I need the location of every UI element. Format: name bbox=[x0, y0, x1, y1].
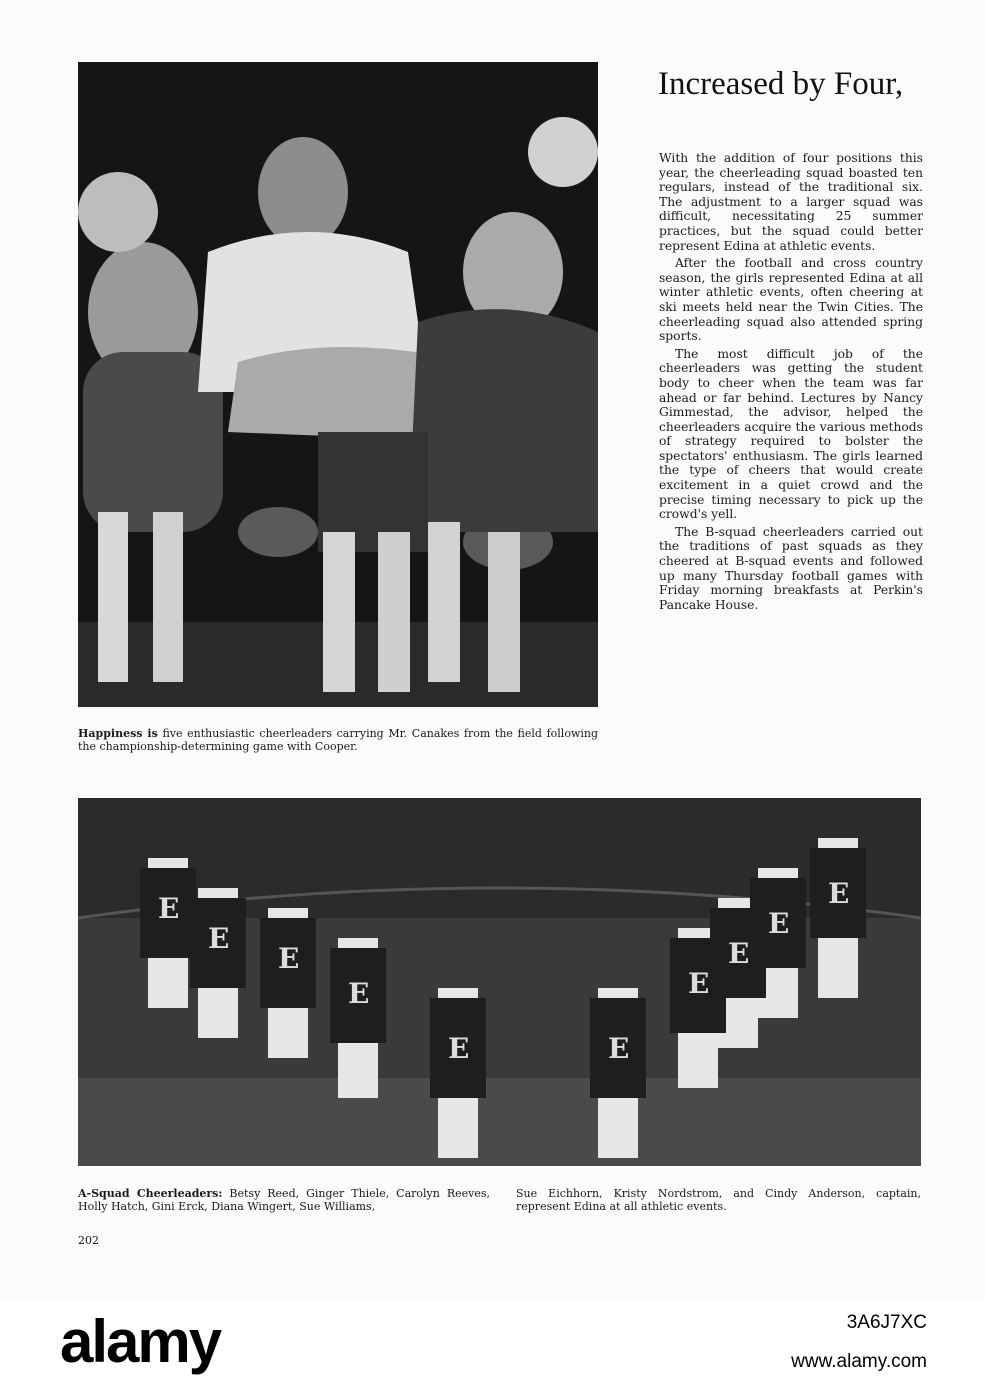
svg-text:E: E bbox=[208, 922, 230, 955]
svg-text:E: E bbox=[828, 877, 850, 910]
svg-text:E: E bbox=[688, 967, 710, 1000]
article-paragraph: The most difficult job of the cheerleaders was getting the student body to cheer when the team was far ahead or far behind. Lectures by Nancy Gimmestad, the advisor, helped the cheerleaders acquire the various methods of strategy required to bolster the spectators' enthusiasm. The girls learned the type of cheers that would create excitement in a quiet crowd and the precise timing necessary to pick up the crowd's yell. bbox=[659, 346, 923, 522]
stock-image-id: 3A6J7XC bbox=[846, 1312, 927, 1333]
svg-text:E: E bbox=[768, 907, 790, 940]
article-paragraph: With the addition of four positions this year, the cheerleading squad boasted ten regulars, instead of the traditional six. The adjustment to a larger squad was difficult, necessitating 25 summer practices, but the squad could better represent Edina at athletic events. bbox=[659, 151, 923, 253]
svg-text:E: E bbox=[728, 937, 750, 970]
caption-lead: Happiness is bbox=[78, 727, 158, 740]
article-paragraph: After the football and cross country season, the girls represented Edina at all winter athletic events, often cheering at ski meets held near the Twin Cities. The cheerleading squad also attended spring sports. bbox=[659, 256, 923, 344]
caption-text: five enthusiastic cheerleaders carrying Mr. Canakes from the field following the championship-determining game with Cooper. bbox=[78, 727, 599, 753]
svg-text:E: E bbox=[158, 892, 180, 925]
bottom-photo-caption-right: Sue Eichhorn, Kristy Nordstrom, and Cindy Anderson, captain, represent Edina at all athletic events. bbox=[516, 1187, 921, 1213]
caption-lead: A-Squad Cheerleaders: bbox=[78, 1187, 223, 1200]
watermark-url: www.alamy.com bbox=[791, 1351, 927, 1372]
article-paragraph: The B-squad cheerleaders carried out the traditions of past squads as they cheered at B-squad events and followed up many Thursday football games with Friday morning breakfasts at Perkin's Pancake House. bbox=[659, 524, 923, 612]
article-headline: Increased by Four, bbox=[658, 66, 904, 102]
caption-text: Betsy Reed, Ginger Thiele, Carolyn Reeves, Holly Hatch, Gini Erck, Diana Wingert, Sue Williams, bbox=[78, 1187, 490, 1213]
page-number: 202 bbox=[78, 1234, 99, 1247]
bottom-photo-caption-left bbox=[78, 1188, 490, 1213]
svg-text:E: E bbox=[608, 1032, 630, 1065]
a-squad-cheerleaders-photo bbox=[78, 798, 921, 1166]
svg-text:E: E bbox=[448, 1032, 470, 1065]
article-body bbox=[659, 151, 923, 615]
svg-text:E: E bbox=[348, 977, 370, 1010]
cheerleaders-carrying-coach-photo bbox=[78, 62, 598, 707]
top-photo-caption bbox=[78, 728, 598, 753]
alamy-logo: alamy bbox=[60, 1308, 221, 1375]
svg-text:E: E bbox=[278, 942, 300, 975]
